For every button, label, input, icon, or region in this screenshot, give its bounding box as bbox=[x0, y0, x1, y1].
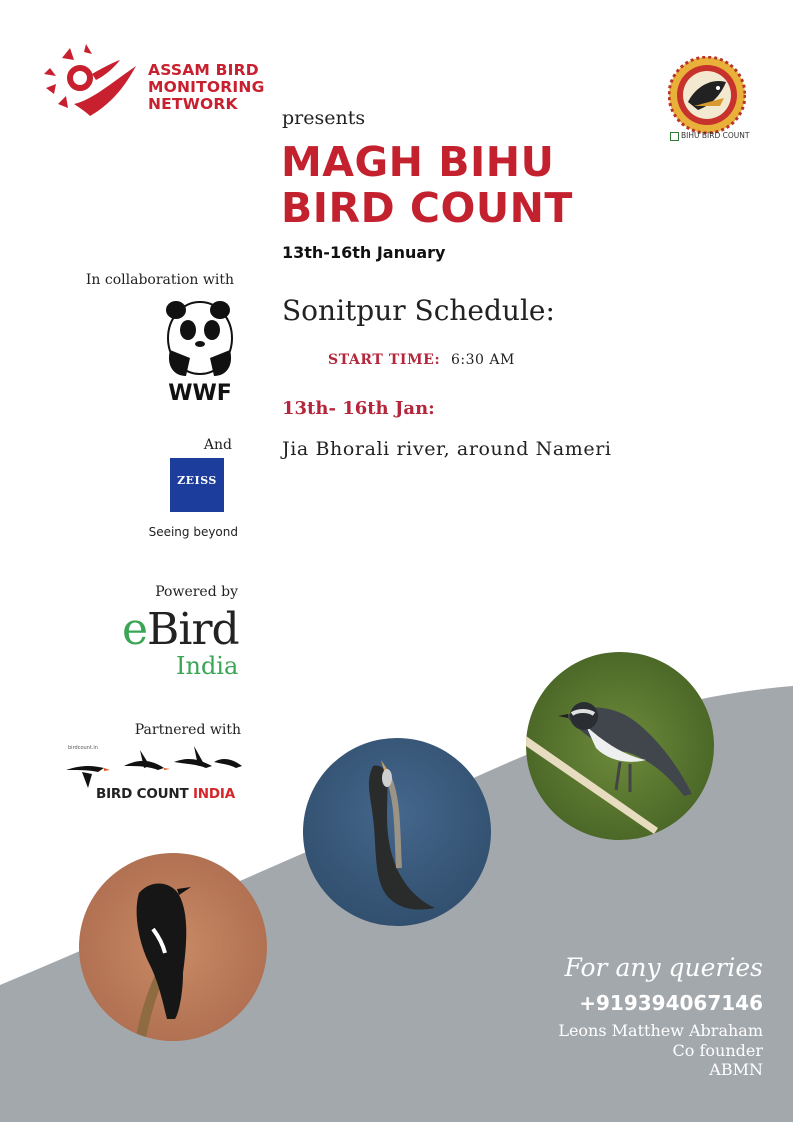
event-title-line2: BIRD COUNT bbox=[281, 184, 573, 232]
queries-heading: For any queries bbox=[564, 953, 763, 982]
schedule-heading: Sonitpur Schedule: bbox=[282, 294, 555, 327]
bihu-logo-label: BIHU BIRD COUNT bbox=[670, 131, 749, 141]
event-dates: 13th-16th January bbox=[282, 243, 446, 262]
powered-label: Powered by bbox=[155, 584, 238, 600]
org-name bbox=[148, 62, 288, 113]
ebird-bird: Bird bbox=[147, 604, 239, 655]
bci-bird-count: BIRD COUNT bbox=[96, 786, 193, 802]
bci-website: birdcount.in bbox=[68, 745, 98, 751]
ebird-e: e bbox=[122, 604, 148, 655]
presents-text: presents bbox=[282, 107, 366, 129]
contact-role: Co founder bbox=[672, 1041, 763, 1060]
contact-phone[interactable]: +919394067146 bbox=[579, 991, 763, 1015]
schedule-date-range: 13th- 16th Jan: bbox=[282, 398, 435, 419]
bihu-bird-count-logo-icon bbox=[668, 56, 746, 134]
bird-photo-grey-bushchat bbox=[526, 652, 714, 840]
checkbox-icon bbox=[670, 132, 679, 141]
ebird-logo bbox=[122, 604, 239, 655]
org-name-line2: MONITORING bbox=[148, 78, 265, 96]
bird-photo-darter bbox=[303, 738, 491, 926]
ebird-india: India bbox=[176, 652, 239, 680]
start-time-value: 6:30 AM bbox=[451, 352, 515, 368]
wwf-panda-icon bbox=[160, 296, 240, 406]
collab-label: In collaboration with bbox=[85, 272, 234, 288]
event-title-line1: MAGH BIHU bbox=[281, 138, 555, 186]
bird-count-india-text bbox=[96, 786, 235, 802]
zeiss-text: ZEISS bbox=[177, 474, 217, 487]
zeiss-tagline: Seeing beyond bbox=[148, 525, 238, 539]
and-label: And bbox=[203, 437, 232, 453]
contact-name: Leons Matthew Abraham bbox=[558, 1021, 763, 1040]
contact-org: ABMN bbox=[709, 1060, 763, 1079]
org-name-line3: NETWORK bbox=[148, 95, 238, 113]
partnered-label: Partnered with bbox=[134, 722, 241, 738]
abmn-logo-icon bbox=[40, 44, 140, 124]
wwf-text: WWF bbox=[168, 381, 232, 406]
bird-photo-pied-bushchat bbox=[79, 853, 267, 1041]
bci-india: INDIA bbox=[192, 786, 235, 802]
start-time-label: START TIME: bbox=[328, 352, 441, 368]
org-name-line1: ASSAM BIRD bbox=[148, 61, 259, 79]
schedule-location: Jia Bhorali river, around Nameri bbox=[282, 438, 612, 460]
